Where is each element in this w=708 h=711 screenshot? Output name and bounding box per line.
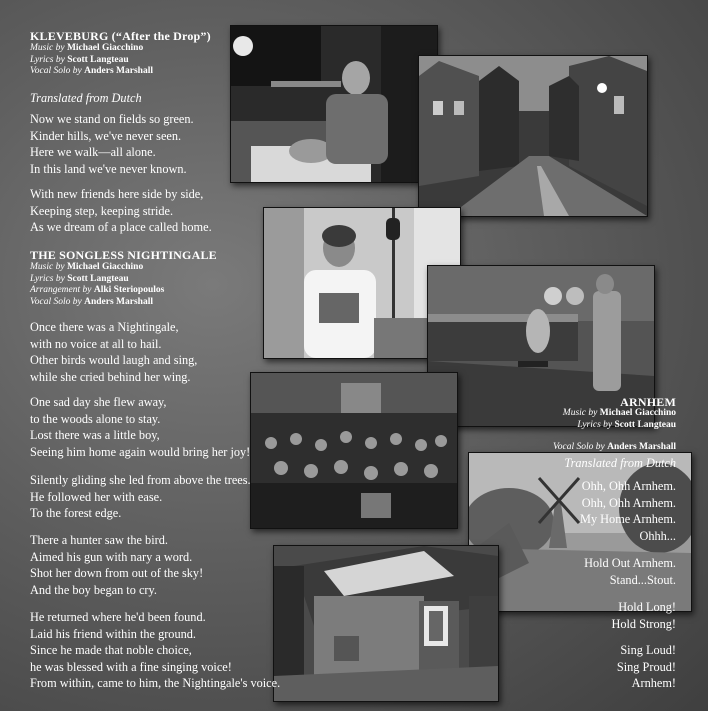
credit-line: Vocal Solo by Anders Marshall xyxy=(30,66,153,76)
lyric-line: Sing Proud! xyxy=(616,659,676,674)
kleveburg-credits xyxy=(30,43,153,78)
lyric-line: Here we walk—all alone. xyxy=(30,145,156,159)
credit-line: Lyrics by Scott Langteau xyxy=(577,419,676,430)
lyric-line: with no voice at all to hail. xyxy=(30,336,162,351)
lyric-line: Hold Out Arnhem. xyxy=(584,556,676,570)
photo-ruined-house xyxy=(273,545,499,702)
lyric-line: Sing Loud! xyxy=(620,643,676,657)
lyric-line: while she cried behind her wing. xyxy=(30,369,191,384)
credit-line: Lyrics by Scott Langteau xyxy=(30,54,129,65)
photo-studio-pianist xyxy=(230,25,438,183)
lyric-line: Keeping step, keeping stride. xyxy=(30,203,174,218)
lyric-line: Ohh, Ohh Arnhem. xyxy=(581,495,676,510)
credit-line: Lyrics by Scott Langteau xyxy=(30,273,129,284)
credit-line: Vocal Solo by Anders Marshall xyxy=(30,296,153,307)
lyric-line: One sad day she flew away, xyxy=(30,395,167,409)
credit-line: Vocal Solo by Anders Marshall xyxy=(553,442,676,452)
arnhem-stanza-2 xyxy=(584,555,676,588)
lyric-line: Hold Strong! xyxy=(611,616,676,631)
lyric-line: Stand...Stout. xyxy=(609,572,676,587)
lyric-line: Since he made that noble choice, xyxy=(30,643,192,657)
credit-line: Music by Michael Giacchino xyxy=(562,408,676,418)
lyric-line: Aimed his gun with nary a word. xyxy=(30,549,193,564)
lyric-line: With new friends here side by side, xyxy=(30,187,204,201)
nightingale-stanza-3 xyxy=(30,472,251,522)
credit-line: Arrangement by Alki Steriopoulos xyxy=(30,285,165,295)
lyric-line: Silently gliding she led from above the trees. xyxy=(30,473,251,487)
nightingale-stanza-2 xyxy=(30,394,250,460)
arnhem-credits xyxy=(553,408,676,454)
photo-orchestra xyxy=(250,372,458,529)
lyric-line: From within, came to him, the Nightingale's voice. xyxy=(30,676,281,690)
nightingale-stanza-4 xyxy=(30,532,203,598)
nightingale-stanza-1 xyxy=(30,319,197,385)
lyric-line: Shot her down from out of the sky! xyxy=(30,566,204,580)
kleveburg-stanza-1 xyxy=(30,111,194,177)
lyric-line: In this land we've never known. xyxy=(30,161,187,176)
lyric-line: As we dream of a place called home. xyxy=(30,220,212,234)
lyric-line: Laid his friend within the ground. xyxy=(30,626,196,641)
lyric-line: Lost there was a little boy, xyxy=(30,428,160,442)
arnhem-stanza-4 xyxy=(617,642,676,692)
kleveburg-translation-note: Translated from Dutch xyxy=(30,91,142,105)
nightingale-credits xyxy=(30,262,164,308)
lyric-line: Once there was a Nightingale, xyxy=(30,320,179,334)
credit-line: Music by Michael Giacchino xyxy=(30,43,144,53)
lyric-line: Ohhh... xyxy=(639,528,676,543)
lyric-line: he was blessed with a fine singing voice! xyxy=(30,659,232,674)
arnhem-title: ARNHEM xyxy=(620,395,676,409)
lyric-line: Seeing him home again would bring her joy! xyxy=(30,444,251,459)
lyric-line: He returned where he'd been found. xyxy=(30,610,206,624)
lyric-line: There a hunter saw the bird. xyxy=(30,533,168,547)
lyric-line: My Home Arnhem. xyxy=(580,512,676,526)
photo-dutch-street xyxy=(418,55,648,217)
lyric-line: Arnhem! xyxy=(631,676,676,690)
lyric-line: He followed her with ease. xyxy=(30,489,163,504)
lyric-line: And the boy began to cry. xyxy=(30,582,157,597)
kleveburg-title: KLEVEBURG (“After the Drop”) xyxy=(30,29,211,43)
lyric-line: To the forest edge. xyxy=(30,506,122,520)
lyric-line: Ohh, Ohh Arnhem. xyxy=(581,479,676,493)
nightingale-stanza-5 xyxy=(30,609,280,692)
kleveburg-stanza-2 xyxy=(30,186,212,236)
credit-line: Music by Michael Giacchino xyxy=(30,262,144,272)
arnhem-translation-note: Translated from Dutch xyxy=(564,456,676,470)
arnhem-stanza-3 xyxy=(611,599,676,632)
lyric-line: Now we stand on fields so green. xyxy=(30,112,194,126)
lyric-line: Hold Long! xyxy=(618,600,676,614)
lyric-line: Kinder hills, we've never seen. xyxy=(30,128,182,143)
nightingale-title: THE SONGLESS NIGHTINGALE xyxy=(30,248,217,262)
lyric-line: to the woods alone to stay. xyxy=(30,411,161,426)
lyric-line: Other birds would laugh and sing, xyxy=(30,353,198,367)
arnhem-stanza-1 xyxy=(580,478,676,544)
